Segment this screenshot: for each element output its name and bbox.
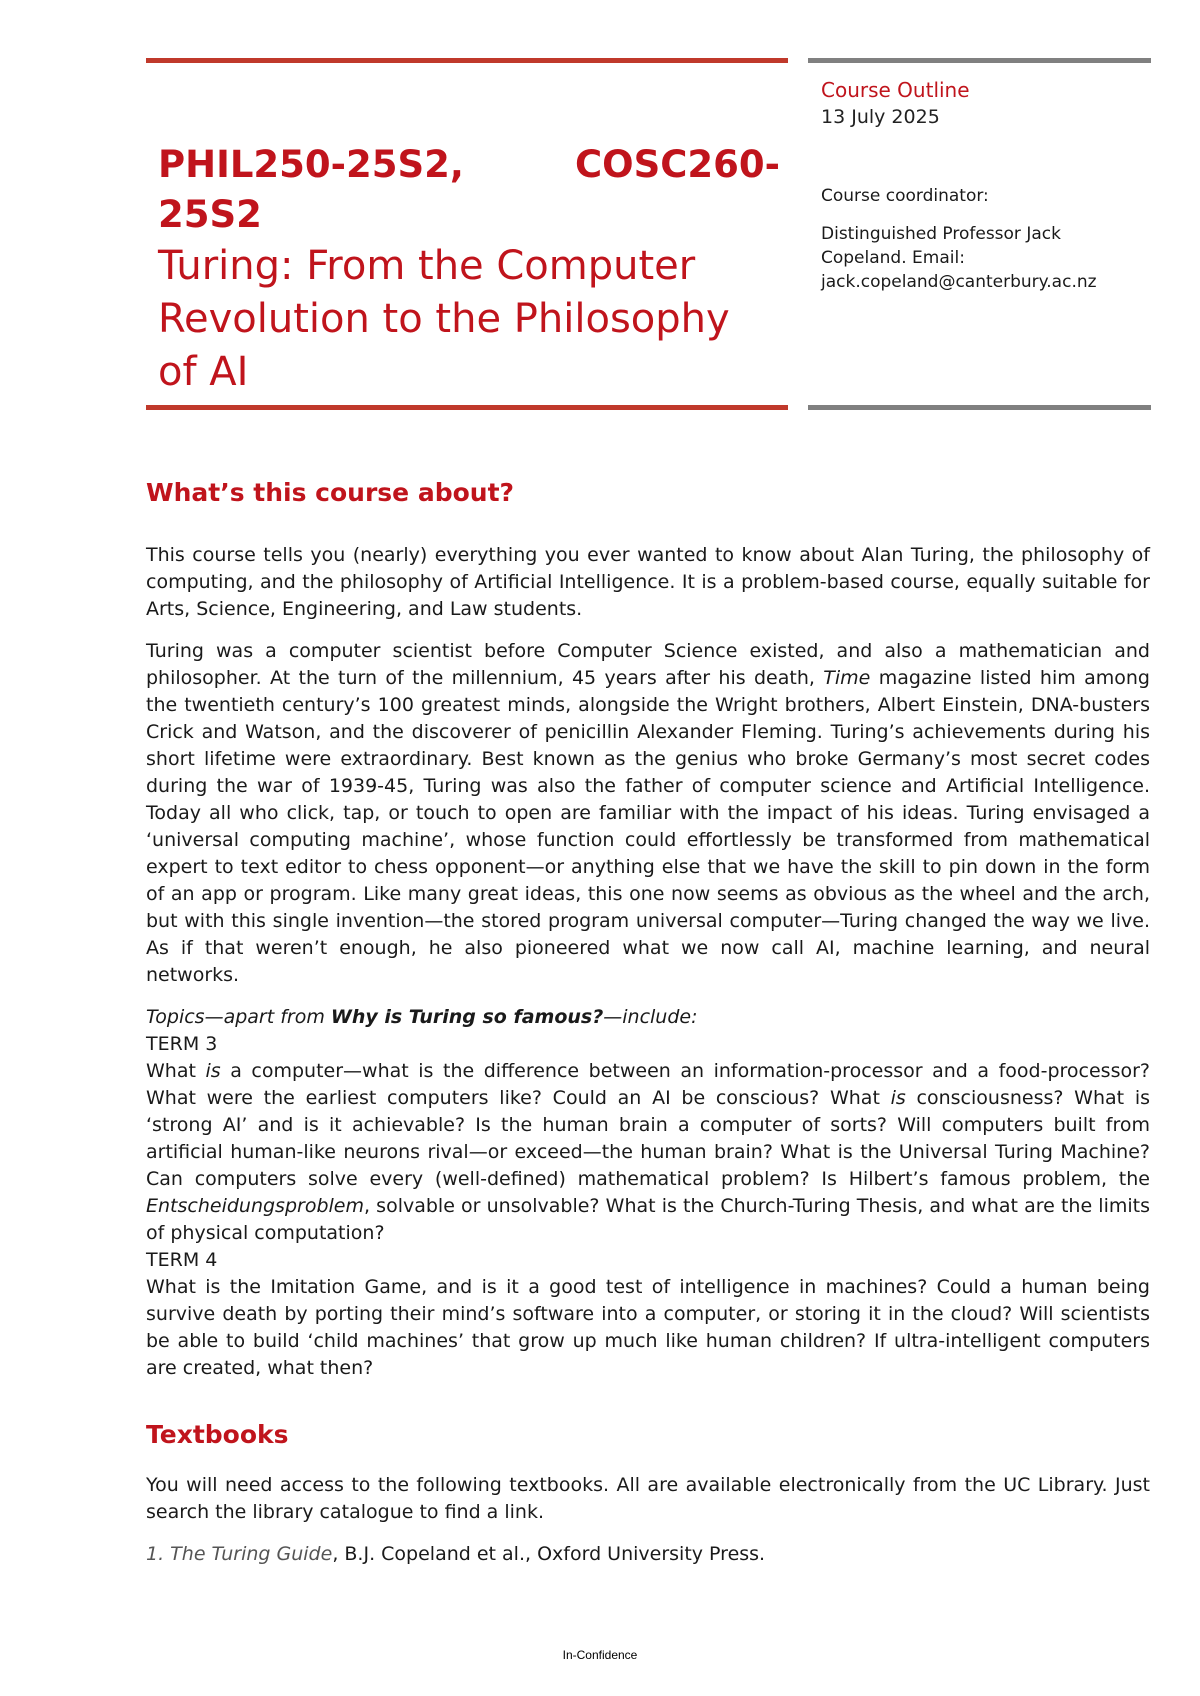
about-paragraph-1: This course tells you (nearly) everything you ever wanted to know about Alan Turing, the philosophy of computing, and the philosophy of Artificial Intelligence. It is a problem-based course, equally suitable for Arts, Science, Engineering, and Law students.: [146, 544, 1150, 620]
coordinator-detail: Distinguished Professor Jack Copeland. Email: jack.copeland@canterbury.ac.nz: [821, 224, 1097, 292]
bottom-right-rule: [808, 405, 1151, 410]
about-heading: What’s this course about?: [146, 478, 515, 507]
textbooks-intro: You will need access to the following textbooks. All are available electronically from the UC Library. Just search the library catalogue to find a link.: [146, 1474, 1150, 1523]
term4-text: What is the Imitation Game, and is it a good test of intelligence in machines? Could a human being survive death by porting their mind’s software into a computer, or storing it in the cloud? Will scientists be able to build ‘child machines’ that grow up much like human children? If ultra-intelligent computers are created, what then?: [146, 1276, 1150, 1379]
term3-text: What is a computer—what is the difference between an information-processor and a food-processor? What were the earliest computers like? Could an AI be conscious? What is consciousness? What is ‘strong AI’ and is it achievable? Is the human brain a computer of sorts? Will computers built from artificial human-like neurons rival—or exceed—the human brain? What is the Universal Turing Machine? Can computers solve every (well-defined) mathematical problem? Is Hilbert’s famous problem, the Entscheidungsproblem, solvable or unsolvable? What is the Church-Turing Thesis, and what are the limits of physical computation?: [146, 1060, 1150, 1244]
top-right-rule: [808, 58, 1151, 63]
textbooks-heading: Textbooks: [146, 1420, 289, 1449]
outline-date: 13 July 2025: [821, 106, 940, 128]
about-paragraph-2: Turing was a computer scientist before Computer Science existed, and also a mathematician and philosopher. At the turn of the millennium, 45 years after his death, Time magazine listed him among the twentieth century’s 100 greatest minds, alongside the Wright brothers, Albert Einstein, DNA-busters Crick and Watson, and the discoverer of penicillin Alexander Fleming. Turing’s achievements during his short lifetime were extraordinary. Best known as the genius who broke Germany’s most secret codes during the war of 1939-45, Turing was also the father of computer science and Artificial Intelligence. Today all who click, tap, or touch to open are familiar with the impact of his ideas. Turing envisaged a ‘universal computing machine’, whose function could effortlessly be transformed from mathematical expert to text editor to chess opponent—or anything else that we have the skill to pin down in the form of an app or program. Like many great ideas, this one now seems as obvious as the wheel and the arch, but with this single invention—the stored program universal computer—Turing changed the way we live. As if that weren’t enough, he also pioneered what we now call AI, machine learning, and neural networks.: [146, 640, 1150, 986]
term3-label: TERM 3: [146, 1033, 218, 1055]
main-content: [146, 476, 1150, 1568]
course-title: Turing: From the Computer Revolution to the Philosophy of AI: [158, 243, 730, 395]
classification-footer: In-Confidence: [562, 1648, 638, 1662]
bottom-left-rule: [146, 405, 788, 410]
topics-intro: Topics—apart from Why is Turing so famous?—include:: [146, 1006, 698, 1028]
textbook-item: 1. The Turing Guide, B.J. Copeland et al., Oxford University Press.: [146, 1543, 766, 1565]
coordinator-label: Course coordinator:: [821, 186, 989, 206]
term4-label: TERM 4: [146, 1249, 218, 1271]
outline-label: Course Outline: [821, 78, 970, 102]
time-magazine-title: Time: [823, 667, 871, 689]
course-codes: PHIL250-25S2, COSC260-25S2: [158, 143, 780, 236]
title-block: [158, 140, 780, 399]
top-left-rule: [146, 58, 788, 63]
outline-info: [821, 76, 1141, 294]
textbook-title: The Turing Guide: [170, 1543, 333, 1565]
